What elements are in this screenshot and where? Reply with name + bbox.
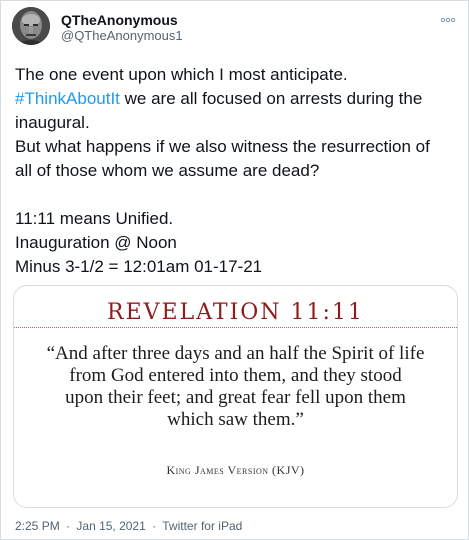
quote-line: “And after three days and an half the Spirit of life: [46, 343, 425, 364]
tweet-line: The one event upon which I most anticipate.: [15, 65, 348, 84]
tweet-metadata: [15, 519, 242, 533]
quote-line: from God entered into them, and they stood: [69, 365, 402, 386]
tweet-line: But what happens if we also witness the resurrection of: [15, 137, 430, 156]
card-divider: [14, 327, 457, 328]
hashtag-link[interactable]: #ThinkAboutIt: [15, 89, 120, 108]
card-title: REVELATION 11:11: [107, 300, 364, 325]
tweet-text: [15, 63, 460, 279]
tweet-line: inaugural.: [15, 113, 90, 132]
tweet-line: Minus 3-1/2 = 12:01am 01-17-21: [15, 257, 263, 276]
tweet-date[interactable]: Jan 15, 2021: [76, 519, 146, 533]
meta-separator: ·: [152, 519, 157, 533]
tweet-time[interactable]: 2:25 PM: [15, 519, 60, 533]
tweet-line: [15, 87, 460, 111]
tweet-line-text: we are all focused on arrests during the: [119, 89, 423, 108]
avatar[interactable]: [12, 7, 50, 45]
media-image-card[interactable]: [13, 285, 458, 508]
avatar-image: [12, 7, 50, 45]
tweet-line: 11:11 means Unified.: [15, 209, 174, 228]
card-version-label: King James Version (KJV): [166, 463, 305, 477]
more-options-button[interactable]: [440, 12, 456, 22]
author-display-name[interactable]: QTheAnonymous: [61, 12, 178, 28]
tweet-line: all of those whom we assume are dead?: [15, 161, 320, 180]
tweet-source[interactable]: Twitter for iPad: [162, 519, 243, 533]
card-quote: [22, 343, 449, 431]
meta-separator: ·: [66, 519, 71, 533]
tweet-line: Inauguration @ Noon: [15, 233, 177, 252]
author-handle[interactable]: @QTheAnonymous1: [61, 28, 183, 43]
quote-line: upon their feet; and great fear fell upon them: [65, 387, 406, 408]
paragraph-gap: [15, 183, 460, 207]
quote-line: which saw them.”: [167, 409, 304, 430]
more-horizontal-icon: [440, 15, 456, 25]
